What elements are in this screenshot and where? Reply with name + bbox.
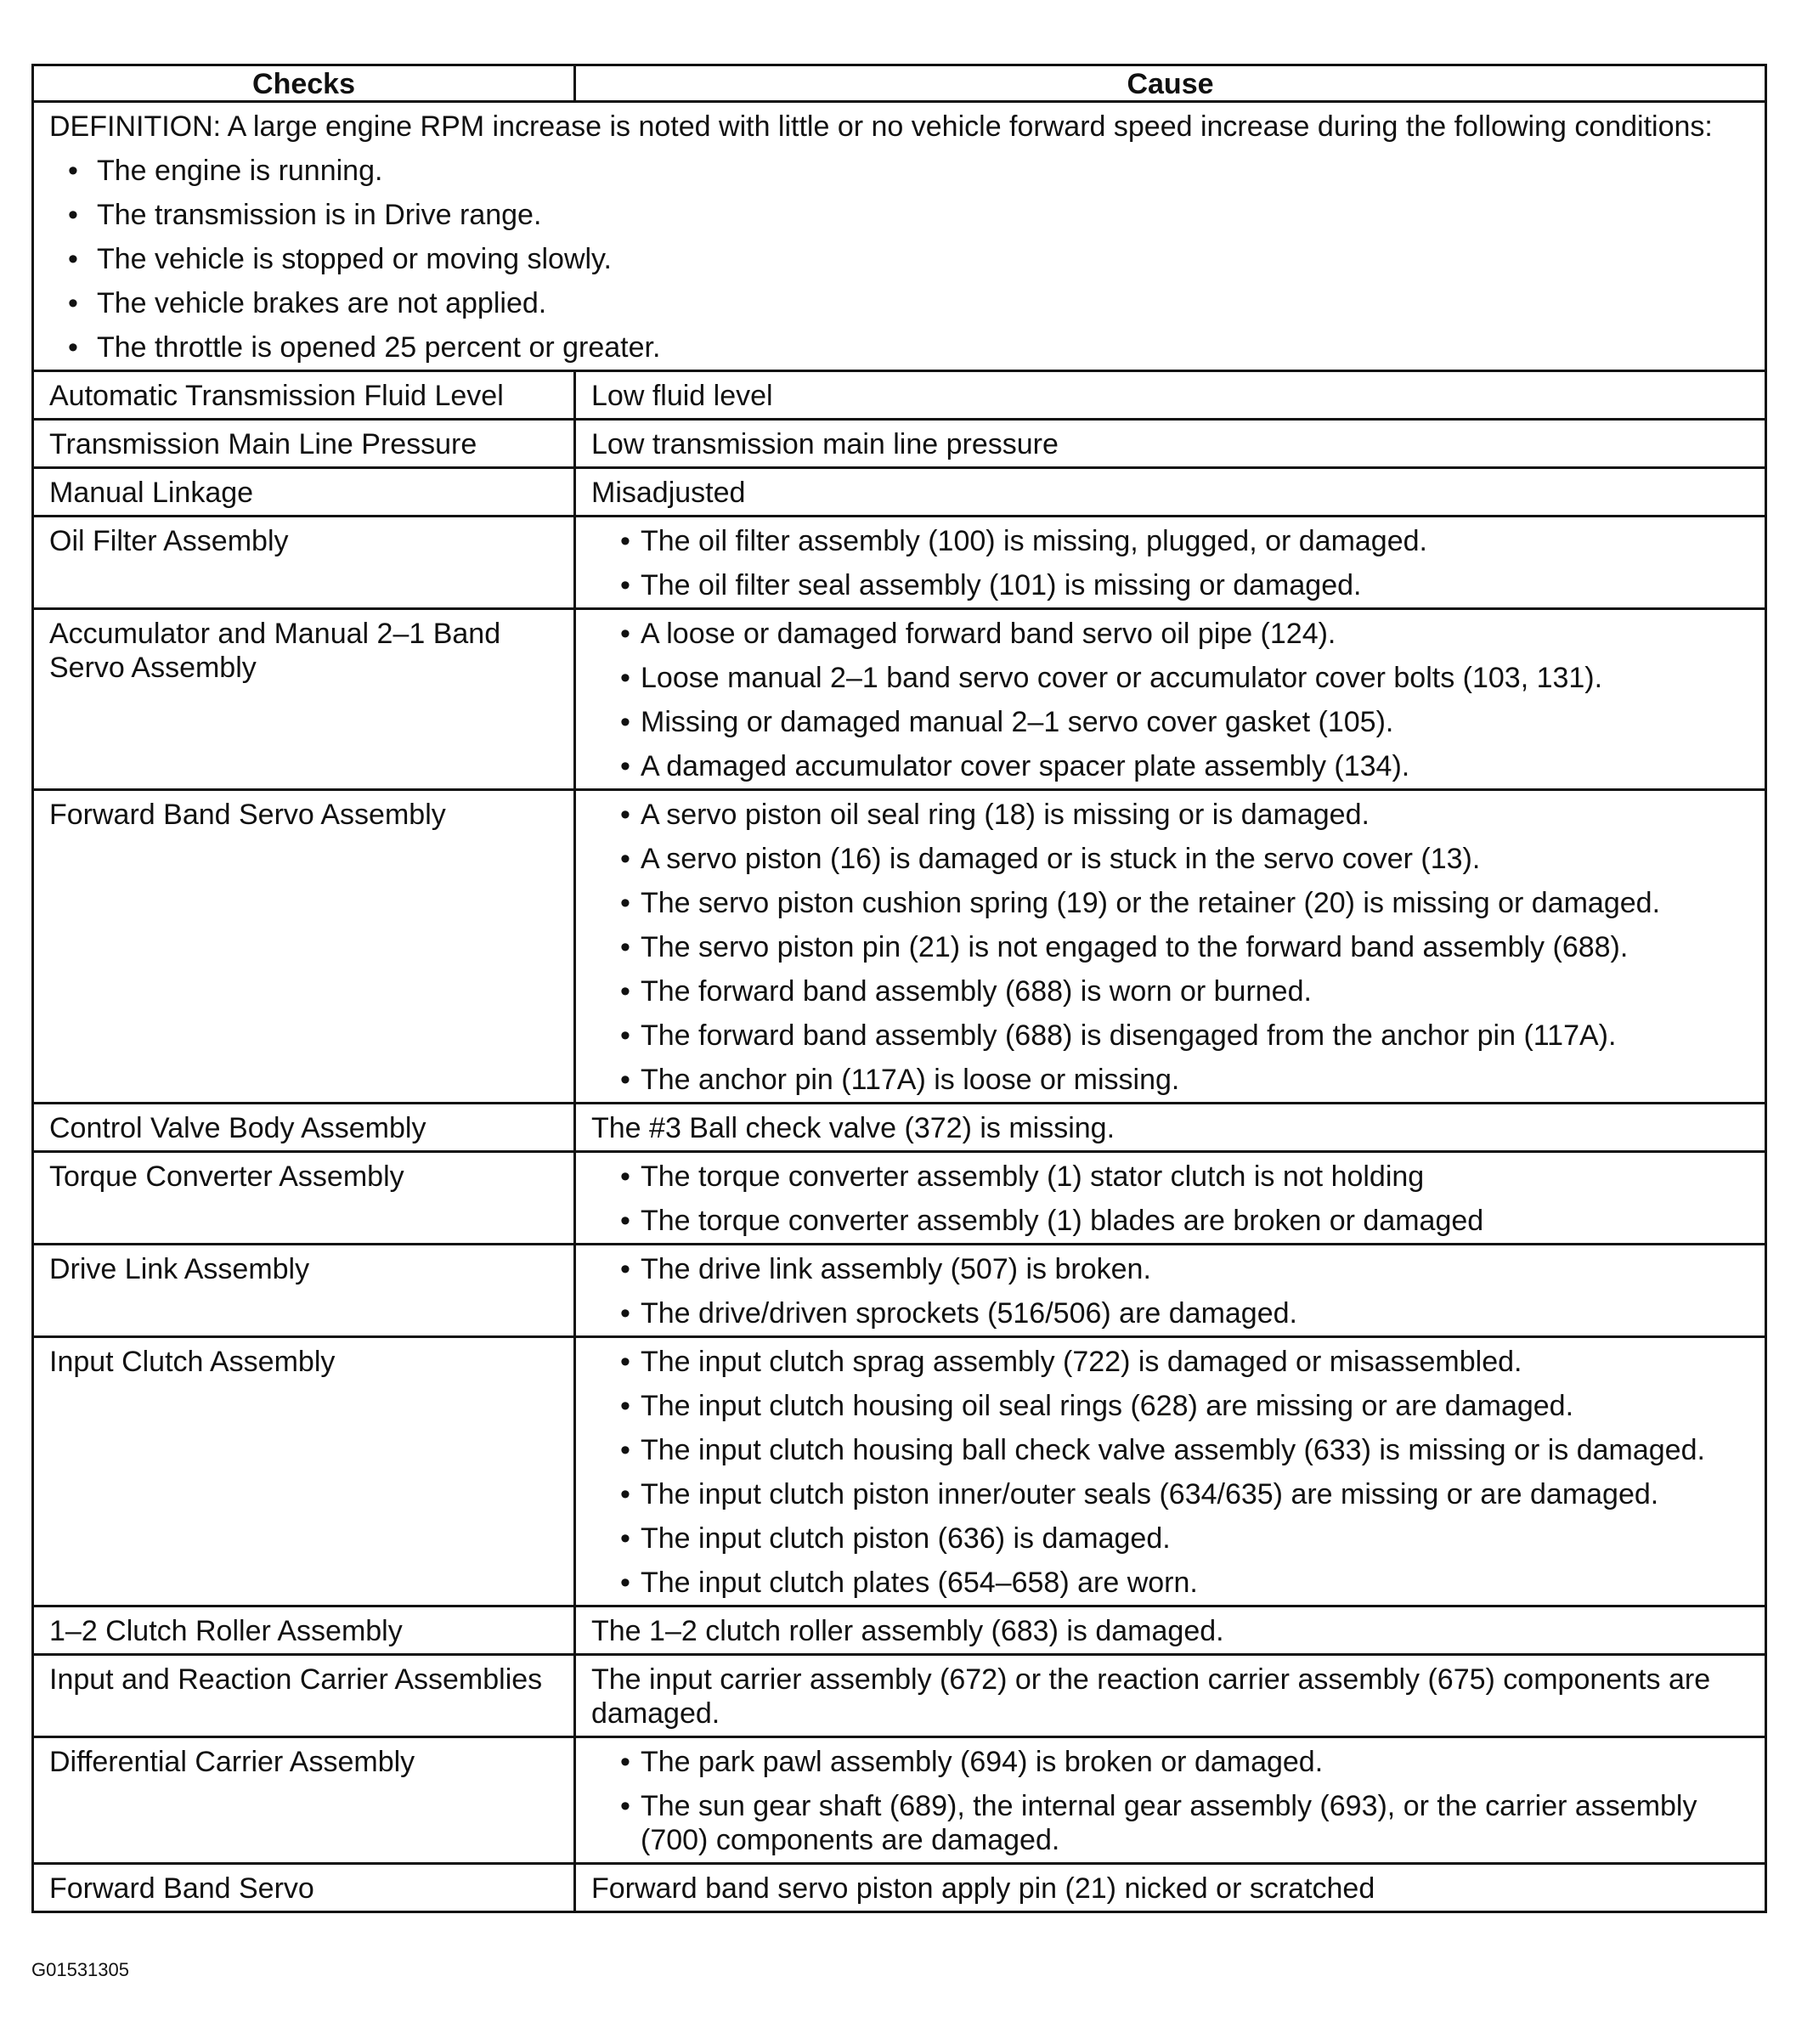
bullet-icon: • bbox=[620, 1434, 630, 1466]
cause-cell bbox=[575, 1337, 1766, 1606]
cause-item bbox=[591, 749, 1749, 783]
check-cell: Automatic Transmission Fluid Level bbox=[33, 371, 575, 420]
bullet-icon: • bbox=[620, 1746, 630, 1778]
cause-list bbox=[591, 1252, 1749, 1330]
cause-cell bbox=[575, 1737, 1766, 1864]
table-row bbox=[33, 420, 1766, 468]
cause-text: The input clutch piston (636) is damaged. bbox=[641, 1522, 1171, 1555]
cause-text: The oil filter assembly (100) is missing, plugged, or damaged. bbox=[641, 525, 1427, 557]
bullet-icon: • bbox=[620, 799, 630, 831]
table-row bbox=[33, 1152, 1766, 1245]
table-row bbox=[33, 1606, 1766, 1655]
cause-text: The input clutch housing ball check valve assembly (633) is missing or is damaged. bbox=[641, 1434, 1705, 1466]
bullet-icon: • bbox=[620, 975, 630, 1008]
condition-item bbox=[49, 330, 1749, 364]
cause-list bbox=[591, 617, 1749, 783]
bullet-icon: • bbox=[620, 1205, 630, 1237]
header-row bbox=[33, 65, 1766, 102]
cause-item bbox=[591, 974, 1749, 1008]
bullet-icon: • bbox=[620, 887, 630, 919]
table-row bbox=[33, 1655, 1766, 1737]
bullet-icon: • bbox=[68, 287, 78, 319]
bullet-icon: • bbox=[68, 155, 78, 187]
cause-text: Missing or damaged manual 2–1 servo cover gasket (105). bbox=[641, 706, 1394, 738]
cause-item bbox=[591, 1252, 1749, 1286]
cause-text: The torque converter assembly (1) stator clutch is not holding bbox=[641, 1160, 1425, 1193]
cause-cell: The 1–2 clutch roller assembly (683) is damaged. bbox=[575, 1606, 1766, 1655]
table-row bbox=[33, 1245, 1766, 1337]
definition-row bbox=[33, 102, 1766, 371]
cause-item bbox=[591, 1789, 1749, 1857]
cause-item bbox=[591, 886, 1749, 920]
table-row bbox=[33, 1337, 1766, 1606]
condition-text: The vehicle brakes are not applied. bbox=[97, 287, 547, 319]
check-cell: Accumulator and Manual 2–1 Band Servo Assembly bbox=[33, 609, 575, 790]
bullet-icon: • bbox=[620, 1522, 630, 1555]
cause-text: A loose or damaged forward band servo oil pipe (124). bbox=[641, 618, 1336, 650]
cause-item bbox=[591, 1522, 1749, 1556]
cause-item bbox=[591, 1389, 1749, 1423]
cause-text: The drive link assembly (507) is broken. bbox=[641, 1253, 1151, 1285]
bullet-icon: • bbox=[620, 1253, 630, 1285]
table-row bbox=[33, 1737, 1766, 1864]
bullet-icon: • bbox=[620, 706, 630, 738]
condition-text: The transmission is in Drive range. bbox=[97, 199, 542, 231]
cause-item bbox=[591, 1204, 1749, 1238]
cause-item bbox=[591, 842, 1749, 876]
table-row bbox=[33, 468, 1766, 517]
cause-item bbox=[591, 1019, 1749, 1053]
bullet-icon: • bbox=[620, 662, 630, 694]
bullet-icon: • bbox=[620, 1567, 630, 1599]
bullet-icon: • bbox=[620, 1346, 630, 1378]
cause-text: The sun gear shaft (689), the internal gear assembly (693), or the carrier assembly (700) components are damaged. bbox=[641, 1790, 1697, 1856]
definition-text: DEFINITION: A large engine RPM increase is noted with little or no vehicle forward speed increase during the following conditions: bbox=[49, 110, 1713, 143]
cause-column-header: Cause bbox=[575, 65, 1766, 102]
cause-text: A servo piston (16) is damaged or is stuck in the servo cover (13). bbox=[641, 843, 1481, 875]
definition-cell bbox=[33, 102, 1766, 371]
bullet-icon: • bbox=[620, 1390, 630, 1422]
cause-list bbox=[591, 1345, 1749, 1600]
cause-cell bbox=[575, 517, 1766, 609]
bullet-icon: • bbox=[620, 1790, 630, 1822]
table-row bbox=[33, 371, 1766, 420]
cause-text: The servo piston pin (21) is not engaged to the forward band assembly (688). bbox=[641, 931, 1629, 963]
cause-item bbox=[591, 1433, 1749, 1467]
condition-item bbox=[49, 286, 1749, 320]
bullet-icon: • bbox=[620, 525, 630, 557]
bullet-icon: • bbox=[68, 331, 78, 364]
cause-item bbox=[591, 1160, 1749, 1194]
cause-text: The forward band assembly (688) is disengaged from the anchor pin (117A). bbox=[641, 1019, 1617, 1052]
table-row bbox=[33, 517, 1766, 609]
cause-item bbox=[591, 1566, 1749, 1600]
cause-list bbox=[591, 798, 1749, 1097]
bullet-icon: • bbox=[68, 199, 78, 231]
checks-column-header: Checks bbox=[33, 65, 575, 102]
cause-cell: Low fluid level bbox=[575, 371, 1766, 420]
cause-item bbox=[591, 568, 1749, 602]
cause-text: The input clutch sprag assembly (722) is damaged or misassembled. bbox=[641, 1346, 1522, 1378]
check-cell: Differential Carrier Assembly bbox=[33, 1737, 575, 1864]
cause-text: A damaged accumulator cover spacer plate assembly (134). bbox=[641, 750, 1410, 782]
check-cell: Transmission Main Line Pressure bbox=[33, 420, 575, 468]
condition-item bbox=[49, 154, 1749, 188]
cause-item bbox=[591, 798, 1749, 832]
bullet-icon: • bbox=[620, 843, 630, 875]
table-row bbox=[33, 1864, 1766, 1912]
cause-list bbox=[591, 524, 1749, 602]
condition-text: The throttle is opened 25 percent or greater. bbox=[97, 331, 661, 364]
cause-text: The anchor pin (117A) is loose or missing. bbox=[641, 1064, 1180, 1096]
cause-text: The input clutch housing oil seal rings (628) are missing or are damaged. bbox=[641, 1390, 1574, 1422]
cause-text: The input clutch piston inner/outer seals (634/635) are missing or are damaged. bbox=[641, 1478, 1659, 1510]
bullet-icon: • bbox=[620, 1019, 630, 1052]
check-cell: Control Valve Body Assembly bbox=[33, 1104, 575, 1152]
cause-text: A servo piston oil seal ring (18) is missing or is damaged. bbox=[641, 799, 1370, 831]
cause-text: Loose manual 2–1 band servo cover or accumulator cover bolts (103, 131). bbox=[641, 662, 1603, 694]
cause-text: The torque converter assembly (1) blades are broken or damaged bbox=[641, 1205, 1484, 1237]
condition-list bbox=[49, 154, 1749, 364]
bullet-icon: • bbox=[620, 1064, 630, 1096]
condition-item bbox=[49, 198, 1749, 232]
check-cell: Torque Converter Assembly bbox=[33, 1152, 575, 1245]
cause-text: The forward band assembly (688) is worn or burned. bbox=[641, 975, 1312, 1008]
cause-item bbox=[591, 1063, 1749, 1097]
cause-cell bbox=[575, 790, 1766, 1104]
condition-item bbox=[49, 242, 1749, 276]
bullet-icon: • bbox=[620, 1478, 630, 1510]
diagnostic-table bbox=[31, 64, 1767, 1913]
cause-cell: Low transmission main line pressure bbox=[575, 420, 1766, 468]
cause-list bbox=[591, 1745, 1749, 1857]
bullet-icon: • bbox=[620, 750, 630, 782]
cause-item bbox=[591, 705, 1749, 739]
cause-cell: The input carrier assembly (672) or the reaction carrier assembly (675) components are damaged. bbox=[575, 1655, 1766, 1737]
check-cell: Manual Linkage bbox=[33, 468, 575, 517]
cause-cell bbox=[575, 609, 1766, 790]
cause-list bbox=[591, 1160, 1749, 1238]
table-row bbox=[33, 790, 1766, 1104]
condition-text: The engine is running. bbox=[97, 155, 383, 187]
check-cell: Oil Filter Assembly bbox=[33, 517, 575, 609]
cause-item bbox=[591, 661, 1749, 695]
cause-item bbox=[591, 617, 1749, 651]
bullet-icon: • bbox=[68, 243, 78, 275]
cause-item bbox=[591, 1296, 1749, 1330]
cause-text: The drive/driven sprockets (516/506) are damaged. bbox=[641, 1297, 1297, 1330]
check-cell: Forward Band Servo Assembly bbox=[33, 790, 575, 1104]
check-cell: Input Clutch Assembly bbox=[33, 1337, 575, 1606]
cause-item bbox=[591, 1477, 1749, 1511]
check-cell: Drive Link Assembly bbox=[33, 1245, 575, 1337]
cause-cell: Forward band servo piston apply pin (21) nicked or scratched bbox=[575, 1864, 1766, 1912]
bullet-icon: • bbox=[620, 1297, 630, 1330]
cause-item bbox=[591, 1345, 1749, 1379]
cause-text: The oil filter seal assembly (101) is missing or damaged. bbox=[641, 569, 1362, 601]
bullet-icon: • bbox=[620, 1160, 630, 1193]
check-cell: Forward Band Servo bbox=[33, 1864, 575, 1912]
bullet-icon: • bbox=[620, 618, 630, 650]
bullet-icon: • bbox=[620, 931, 630, 963]
table-row bbox=[33, 609, 1766, 790]
cause-text: The park pawl assembly (694) is broken or damaged. bbox=[641, 1746, 1324, 1778]
table-row bbox=[33, 1104, 1766, 1152]
cause-item bbox=[591, 524, 1749, 558]
bullet-icon: • bbox=[620, 569, 630, 601]
check-cell: Input and Reaction Carrier Assemblies bbox=[33, 1655, 575, 1737]
condition-text: The vehicle is stopped or moving slowly. bbox=[97, 243, 612, 275]
figure-id: G01531305 bbox=[31, 1959, 129, 1980]
check-cell: 1–2 Clutch Roller Assembly bbox=[33, 1606, 575, 1655]
cause-cell bbox=[575, 1152, 1766, 1245]
diagnostic-sheet bbox=[31, 64, 1765, 1913]
cause-text: The servo piston cushion spring (19) or the retainer (20) is missing or damaged. bbox=[641, 887, 1661, 919]
cause-item bbox=[591, 1745, 1749, 1779]
cause-cell: The #3 Ball check valve (372) is missing. bbox=[575, 1104, 1766, 1152]
cause-text: The input clutch plates (654–658) are worn. bbox=[641, 1567, 1198, 1599]
cause-item bbox=[591, 930, 1749, 964]
cause-cell: Misadjusted bbox=[575, 468, 1766, 517]
cause-cell bbox=[575, 1245, 1766, 1337]
